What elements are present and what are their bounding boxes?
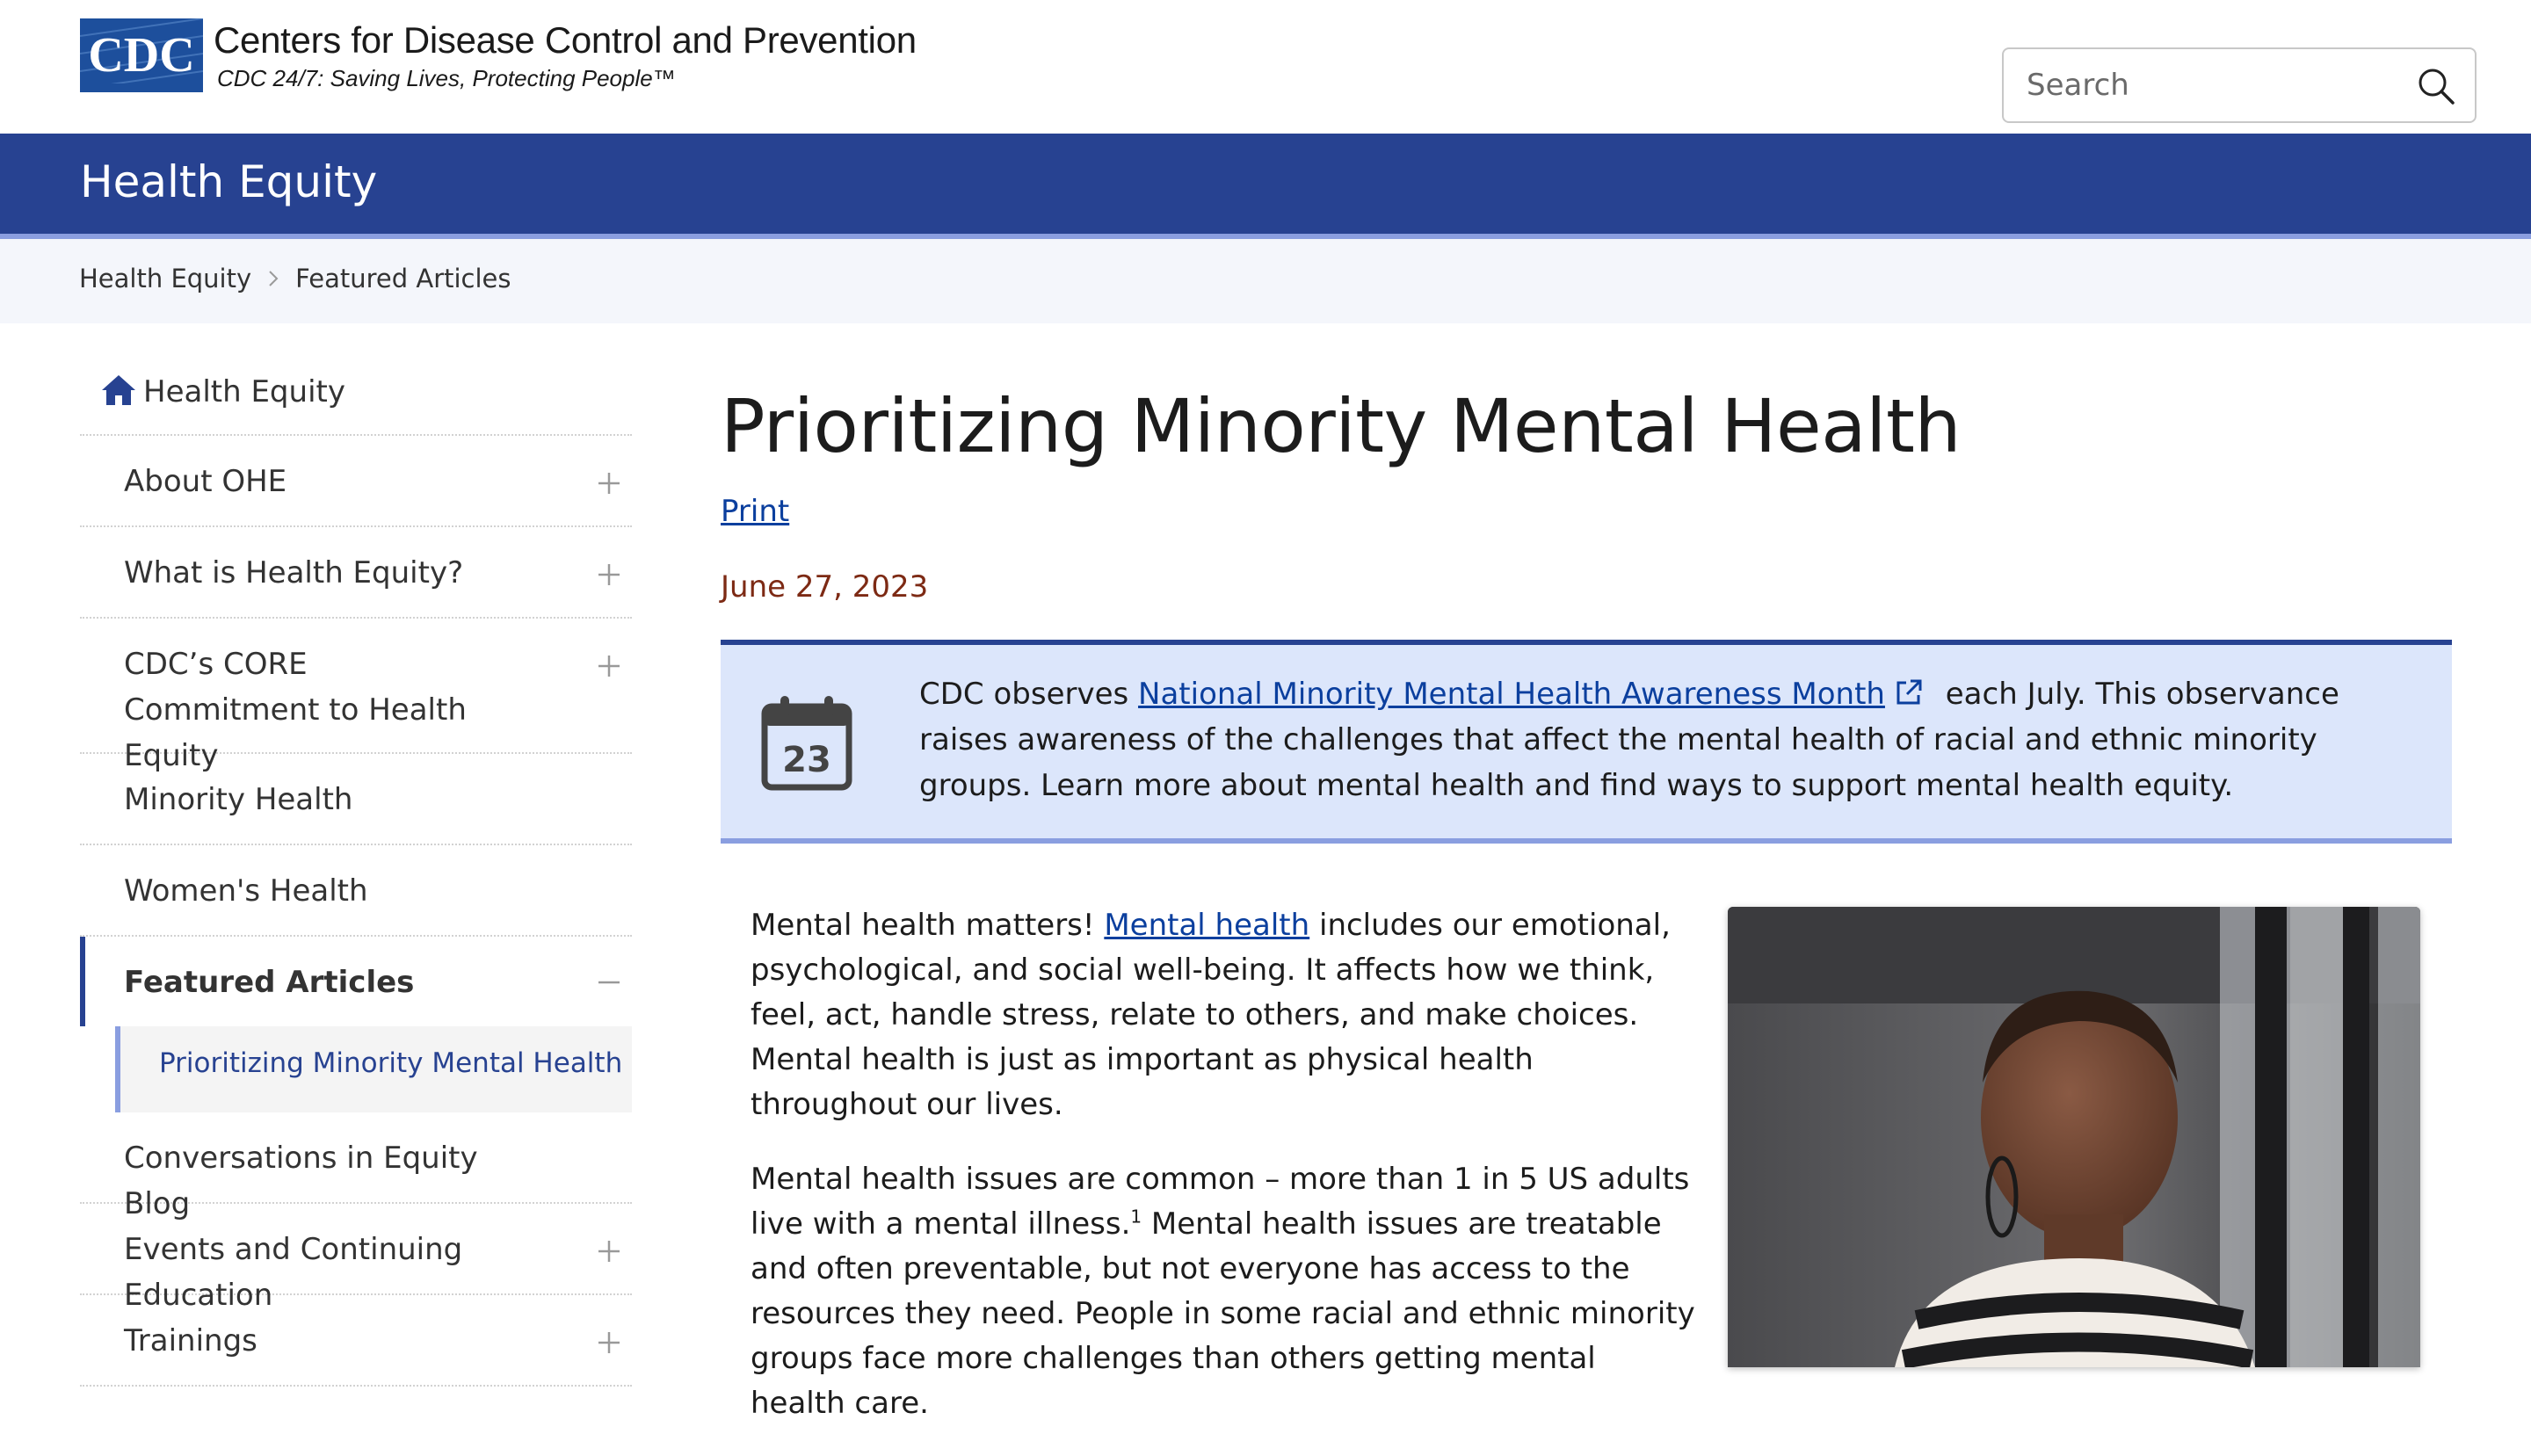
- minus-icon[interactable]: [597, 970, 621, 995]
- publish-date: June 27, 2023: [721, 569, 929, 605]
- sidebar-item-core-commitment[interactable]: [80, 619, 632, 773]
- calendar-icon: [761, 694, 852, 791]
- sidebar-item-label: Prioritizing Minority Mental Health: [159, 1047, 623, 1079]
- cdc-logo-text: CDC: [88, 28, 195, 83]
- nav-home-label: Health Equity: [143, 374, 345, 409]
- sidebar-item-featured-articles[interactable]: [80, 937, 632, 1026]
- calendar-day: 23: [782, 740, 831, 780]
- sidebar-item-label: Conversations in Equity Blog: [124, 1141, 478, 1221]
- sidebar-item-label: Trainings: [124, 1323, 257, 1358]
- sidebar-item-minority-health[interactable]: [80, 754, 632, 845]
- plus-icon[interactable]: [597, 1239, 621, 1264]
- callout-text-after: each July. This observance raises awareness of the challenges that affect the mental health of racial and ethnic minority groups. Learn more about mental health and find ways to support mental health equity.: [919, 677, 2339, 803]
- sidebar-item-events-education[interactable]: [80, 1204, 632, 1313]
- sidebar-item-label: About OHE: [124, 464, 287, 499]
- site-banner: [0, 134, 2531, 234]
- masthead: [0, 0, 2531, 134]
- cdc-logo[interactable]: [80, 18, 203, 92]
- search-box: [2002, 47, 2477, 123]
- sidebar-item-label: Minority Health: [124, 782, 353, 817]
- callout-text: [919, 671, 2422, 808]
- callout-text-before: CDC observes: [919, 677, 1139, 712]
- paragraph-1-body: includes our emotional, psychological, and social well-being. It affects how we think, feel, act, handle stress, relate to others, and make choices. Mental health is just as important as physical health throughout our lives.: [751, 908, 1671, 1122]
- sidebar-item-what-is-health-equity[interactable]: [80, 527, 632, 619]
- sidebar-item-label: Featured Articles: [124, 965, 415, 1000]
- org-name[interactable]: Centers for Disease Control and Prevention: [214, 19, 917, 61]
- print-link[interactable]: Print: [721, 494, 790, 529]
- article-body: [751, 903, 1700, 1456]
- mental-health-link[interactable]: Mental health: [1104, 908, 1310, 943]
- sidebar-item-label: CDC’s CORE Commitment to Health Equity: [124, 647, 467, 773]
- sidebar-item-label: What is Health Equity?: [124, 555, 464, 590]
- page-title: Prioritizing Minority Mental Health: [721, 383, 1962, 469]
- sidebar-item-trainings[interactable]: [80, 1295, 632, 1387]
- sidebar-item-conversations-blog[interactable]: [80, 1112, 632, 1221]
- plus-icon[interactable]: [597, 562, 621, 587]
- breadcrumb: [79, 264, 511, 293]
- sidebar-item-label: Women's Health: [124, 873, 368, 909]
- search-input[interactable]: [2027, 49, 2396, 121]
- chevron-right-icon: [267, 270, 279, 287]
- breadcrumb-item-health-equity[interactable]: Health Equity: [79, 264, 252, 293]
- woman-smiling-photo: [1728, 907, 2420, 1367]
- observance-callout: [721, 640, 2452, 844]
- paragraph-2-body: Mental health issues are treatable and often preventable, but not everyone has access to the resources they need. People in some racial and ethnic minority groups face more challenges than others getting mental health care.: [751, 1206, 1695, 1421]
- left-nav: [80, 350, 632, 1387]
- breadcrumb-bar: [0, 239, 2531, 323]
- sidebar-item-label: Events and Continuing Education: [124, 1232, 463, 1313]
- site-title[interactable]: Health Equity: [80, 156, 378, 207]
- sidebar-item-about-ohe[interactable]: [80, 436, 632, 527]
- sidebar-subitem-prioritizing-minority-mental-health[interactable]: [115, 1026, 632, 1112]
- paragraph-2: [751, 1157, 1700, 1426]
- home-icon: [101, 374, 136, 406]
- nav-home[interactable]: [80, 350, 632, 436]
- footnote-ref-1[interactable]: 1: [1130, 1206, 1142, 1228]
- search-icon[interactable]: [2417, 67, 2455, 105]
- org-tagline: CDC 24/7: Saving Lives, Protecting People™: [217, 65, 676, 91]
- plus-icon[interactable]: [597, 654, 621, 678]
- paragraph-1-intro: Mental health matters!: [751, 908, 1105, 943]
- external-link-icon[interactable]: [1894, 677, 1924, 707]
- plus-icon[interactable]: [597, 471, 621, 496]
- breadcrumb-item-featured-articles[interactable]: Featured Articles: [295, 264, 511, 293]
- paragraph-1: [751, 903, 1700, 1127]
- sidebar-item-womens-health[interactable]: [80, 845, 632, 937]
- plus-icon[interactable]: [597, 1330, 621, 1355]
- awareness-month-link[interactable]: National Minority Mental Health Awareness Month: [1138, 677, 1885, 712]
- paragraph-2-intro: Mental health issues are common – more than 1 in 5 US adults live with a mental illness.: [751, 1162, 1690, 1242]
